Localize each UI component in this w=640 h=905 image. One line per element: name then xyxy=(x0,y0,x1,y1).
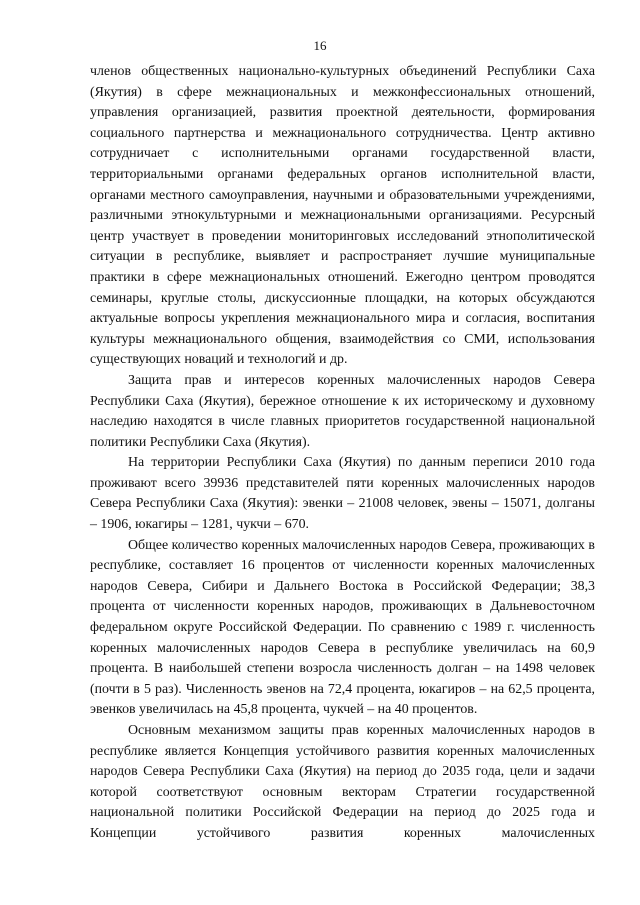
document-body xyxy=(90,62,595,845)
paragraph-4: Общее количество коренных малочисленных народов Севера, проживающих в республике, составляет 16 процентов от численности коренных малочисленных народов Севера, Сибири и Дальнего Востока в Российской Федерации; 38,3 процента от численности коренных народов, проживающих в Дальневосточном федеральном округе Российской Федерации. По сравнению с 1989 г. численность коренных малочисленных народов Севера в республике увеличилась на 60,9 процента. В наибольшей степени возросла численность долган – на 1498 человек (почти в 5 раз). Численность эвенов на 72,4 процента, юкагиров – на 62,5 процента, эвенков увеличилась на 45,8 процента, чукчей – на 40 процентов. xyxy=(90,537,595,718)
paragraph-1: членов общественных национально-культурных объединений Республики Саха (Якутия) в сфере межнациональных и межконфессиональных отношений, управления организацией, развития проектной деятельности, формирования социального партнерства и межнационального сотрудничества. Центр активно сотрудничает с исполнительными органами государственной власти, территориальными органами федеральных органов исполнительной власти, органами местного самоуправления, научными и образовательными учреждениями, различными этнокультурными и межнациональными организациями. Ресурсный центр участвует в проведении мониторинговых исследований этнополитической ситуации в республике, выявляет и распространяет лучшие муниципальные практики в сфере межнациональных отношений. Ежегодно центром проводятся семинары, круглые столы, дискуссионные площадки, на которых обсуждаются актуальные вопросы укрепления межнационального мира и согласия, воспитания культуры межнационального общения, взаимодействия со СМИ, использования существующих новаций и технологий и др. xyxy=(90,64,595,368)
paragraph-3: На территории Республики Саха (Якутия) по данным переписи 2010 года проживают всего 39936 представителей пяти коренных малочисленных народов Севера Республики Саха (Якутия): эвенки – 21008 человек, эвены – 15071, долганы – 1906, юкагиры – 1281, чукчи – 670. xyxy=(90,455,595,533)
paragraph-2: Защита прав и интересов коренных малочисленных народов Севера Республики Саха (Якутия), бережное отношение к их историческому и духовному наследию находятся в числе главных приоритетов государственной национальной политики Республики Саха (Якутия). xyxy=(90,372,595,450)
paragraph-5: Основным механизмом защиты прав коренных малочисленных народов в республике является Концепция устойчивого развития коренных малочисленных народов Севера Республики Саха (Якутия) на период до 2035 года, цели и задачи которой соответствуют основным векторам Стратегии государственной национальной политики Российской Федерации на период до 2025 года и Концепции устойчивого развития коренных малочисленных xyxy=(90,723,595,841)
page-number: 16 xyxy=(313,38,327,53)
